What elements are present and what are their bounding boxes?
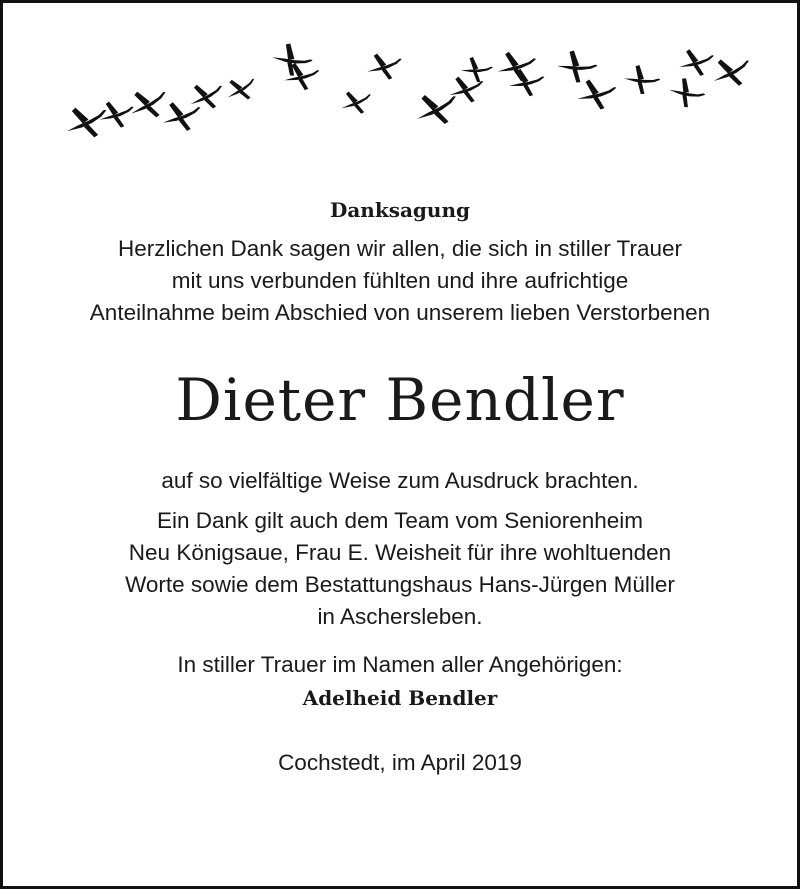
followup-line: auf so vielfältige Weise zum Ausdruck brachten. <box>161 468 639 493</box>
intro-paragraph <box>3 233 797 329</box>
place-date: Cochstedt, im April 2019 <box>278 750 522 775</box>
mourning-line: In stiller Trauer im Namen aller Angehörigen: <box>177 652 623 677</box>
intro-line: Anteilnahme beim Abschied von unserem lieben Verstorbenen <box>89 300 711 325</box>
thanks-paragraph <box>3 505 797 633</box>
notice-content <box>3 195 797 779</box>
flying-cranes-icon <box>55 35 755 155</box>
thanks-line: Ein Dank gilt auch dem Team vom Seniorenheim <box>156 508 644 533</box>
thanks-line: in Aschersleben. <box>317 604 483 629</box>
intro-line: mit uns verbunden fühlten und ihre aufrichtige <box>171 268 629 293</box>
intro-line: Herzlichen Dank sagen wir allen, die sich in stiller Trauer <box>118 236 682 261</box>
followup-paragraph <box>3 465 797 497</box>
deceased-name: Dieter Bendler <box>175 366 625 434</box>
notice-heading: Danksagung <box>330 198 470 222</box>
thanks-line: Worte sowie dem Bestattungshaus Hans-Jürgen Müller <box>125 572 675 597</box>
signer-name: Adelheid Bendler <box>302 686 498 710</box>
thanks-line: Neu Königsaue, Frau E. Weisheit für ihre wohltuenden <box>128 540 672 565</box>
